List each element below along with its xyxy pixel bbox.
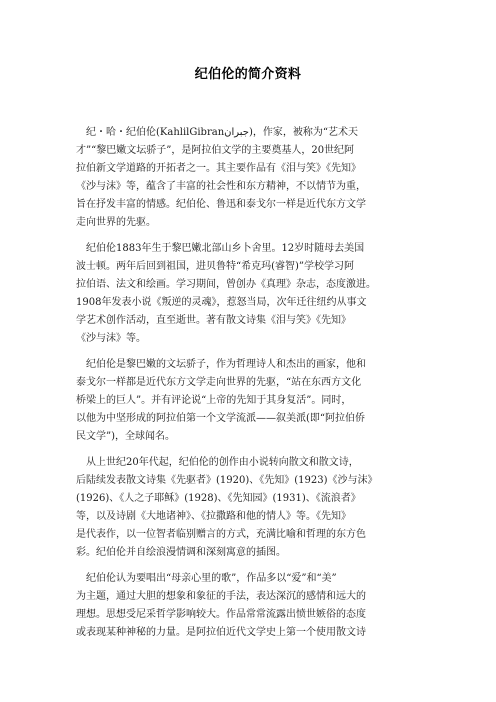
text-line: 泰戈尔一样都是近代东方文学走向世界的先驱，“站在东西方文化	[76, 377, 362, 388]
text-line: 1908年发表小说《叛逆的灵魂》，惹怒当局，次年迁往纽约从事文	[76, 297, 367, 308]
text-line: 理想。思想受尼采哲学影响较大。作品常常流露出愤世嫉俗的态度	[76, 609, 366, 620]
text-line: 波士顿。两年后回到祖国，进贝鲁特“希克玛(睿智)”学校学习阿	[76, 261, 355, 272]
text-line: 拉伯新文学道路的开拓者之一。其主要作品有《泪与笑》《先知》	[76, 163, 361, 174]
paragraph-works	[76, 454, 426, 562]
text-line: 是代表作，以一位智者临别赠言的方式，充满比喻和哲理的东方色	[76, 529, 366, 540]
text-line: 《沙与沫》等，蕴含了丰富的社会性和东方精神，不以情节为重，	[76, 181, 366, 192]
text-line: 纪・哈・纪伯伦(KahlilGibranجبران)，作家，被称为“艺术天	[76, 127, 358, 138]
paragraph-biography	[76, 240, 426, 348]
text-line: 拉伯语、法文和绘画。学习期间，曾创办《真理》杂志，态度激进。	[76, 279, 376, 290]
text-line: 彩。纪伯伦并自绘浪漫情调和深刻寓意的插图。	[76, 547, 286, 558]
text-line: 纪伯伦1883年生于黎巴嫩北部山乡卜舍里。12岁时随母去美国	[76, 243, 365, 254]
paragraph-reputation	[76, 356, 426, 446]
text-line: 等，以及诗剧《大地诸神》、《拉撒路和他的情人》等。《先知》	[76, 511, 351, 522]
text-line: 纪伯伦是黎巴嫩的文坛骄子，作为哲理诗人和杰出的画家，他和	[76, 359, 366, 370]
text-line: 为主题，通过大胆的想象和象征的手法，表达深沉的感情和远大的	[76, 591, 366, 602]
text-line: 学艺术创作活动，直至逝世。著有散文诗集《泪与笑》《先知》	[76, 315, 351, 326]
text-line: 《沙与沫》等。	[76, 333, 146, 344]
article-body	[76, 124, 426, 650]
text-line: 旨在抒发丰富的情感。纪伯伦、鲁迅和泰戈尔一样是近代东方文学	[76, 199, 366, 210]
paragraph-themes	[76, 570, 426, 642]
text-line: 才”“黎巴嫩文坛骄子”，是阿拉伯文学的主要奠基人，20世纪阿	[76, 145, 355, 156]
text-line: 以他为中坚形成的阿拉伯第一个文学流派——叙美派(即“阿拉伯侨	[76, 413, 366, 424]
text-line: 桥梁上的巨人”。并有评论说“上帝的先知于其身复活”。同时，	[76, 395, 352, 406]
page-title: 纪伯伦的简介资料	[194, 67, 302, 82]
text-line: 民文学”)，全球闻名。	[76, 431, 176, 442]
text-line: 纪伯伦认为要唱出“母亲心里的歌”，作品多以“爱”和“美”	[76, 573, 337, 584]
text-line: 从上世纪20年代起，纪伯伦的创作由小说转向散文和散文诗，	[76, 457, 359, 468]
text-line: (1926)、《人之子耶稣》(1928)、《先知园》(1931)、《流浪者》	[76, 493, 361, 504]
paragraph-intro	[76, 124, 426, 232]
text-line: 或表现某种神秘的力量。是阿拉伯近代文学史上第一个使用散文诗	[76, 627, 366, 638]
text-line: 后陆续发表散文诗集《先驱者》(1920)、《先知》(1923)《沙与沫》	[76, 475, 378, 486]
text-line: 走向世界的先驱。	[76, 217, 156, 228]
